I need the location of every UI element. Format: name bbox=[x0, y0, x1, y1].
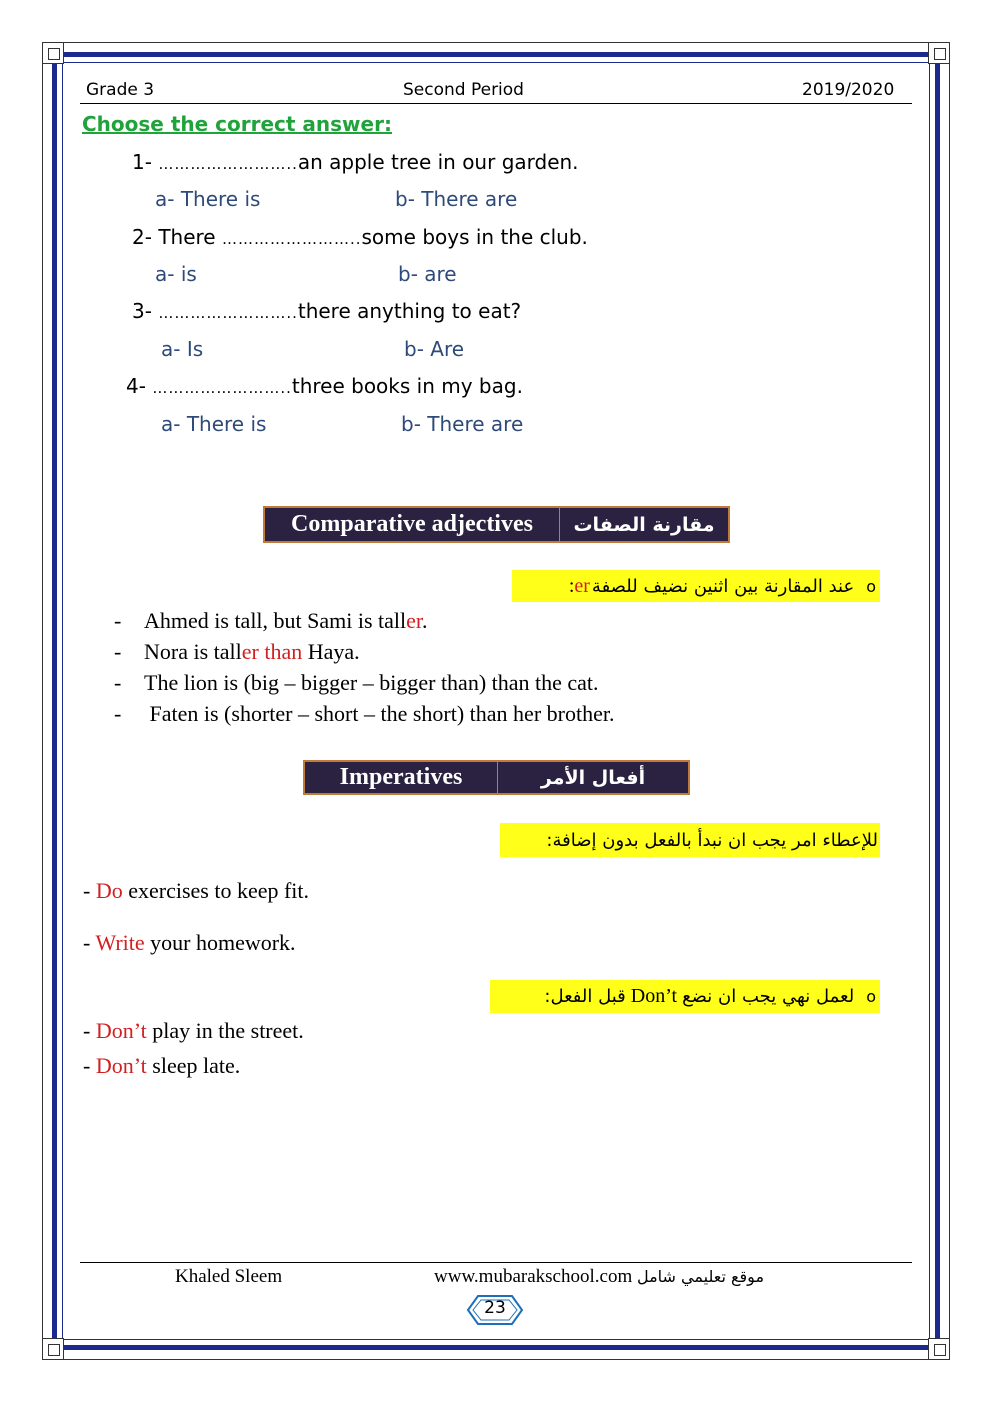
question-number: 3- bbox=[132, 299, 159, 323]
option-b: b- There are bbox=[395, 187, 518, 211]
option-a: a- is bbox=[155, 262, 197, 286]
corner-ornament-bottom-left bbox=[42, 1338, 64, 1360]
header-year: 2019/2020 bbox=[802, 80, 895, 100]
comparative-example-1: - Ahmed is tall, but Sami is taller. bbox=[114, 608, 428, 633]
question-number: 1- bbox=[132, 150, 159, 174]
comparative-example-4: - Faten is (shorter – short – the short) than her brother. bbox=[114, 701, 615, 726]
question-2 bbox=[132, 225, 588, 249]
option-b: b- Are bbox=[404, 337, 465, 361]
option-b: b- are bbox=[398, 262, 457, 286]
option-a: a- There is bbox=[155, 187, 261, 211]
imperative-example-2: - Write your homework. bbox=[83, 930, 296, 955]
list-dash: - bbox=[114, 639, 122, 664]
list-dash: - bbox=[114, 670, 122, 695]
imperative-example-3: - Don’t play in the street. bbox=[83, 1018, 304, 1043]
rule-negative-imperative bbox=[490, 980, 880, 1013]
list-dash: - bbox=[114, 608, 122, 633]
question-text: there anything to eat? bbox=[297, 299, 522, 323]
header-period: Second Period bbox=[403, 80, 524, 100]
question-text: an apple tree in our garden. bbox=[297, 150, 579, 174]
imperative-example-4: - Don’t sleep late. bbox=[83, 1053, 241, 1078]
rule-comparative bbox=[512, 570, 880, 602]
rule-text-ar-end: قبل الفعل: bbox=[544, 986, 626, 1007]
rule-imperative bbox=[500, 823, 880, 857]
footer-rule bbox=[80, 1262, 912, 1263]
bullet-icon: o bbox=[866, 987, 876, 1006]
question-text: some boys in the club. bbox=[361, 225, 588, 249]
corner-ornament-bottom-right bbox=[928, 1338, 950, 1360]
question-1 bbox=[132, 150, 579, 174]
header-rule bbox=[80, 103, 912, 104]
footer-author: Khaled Sleem bbox=[175, 1266, 283, 1287]
option-b: b- There are bbox=[401, 412, 524, 436]
rule-text-ar-start: لعمل نهي يجب ان نضع bbox=[682, 986, 855, 1007]
banner-title-ar: مقارنة الصفات bbox=[573, 513, 715, 536]
comparative-example-2: - Nora is taller than Haya. bbox=[114, 639, 360, 664]
footer-site bbox=[434, 1266, 764, 1288]
imperative-example-1: - Do exercises to keep fit. bbox=[83, 878, 310, 903]
blank-dots: …………………….. bbox=[221, 230, 362, 248]
bullet-icon: o bbox=[866, 576, 876, 596]
section-title-choose: Choose the correct answer: bbox=[82, 112, 392, 136]
blank-dots: …………………….. bbox=[158, 304, 298, 322]
rule-code: er bbox=[574, 574, 590, 597]
rule-text-ar: عند المقارنة بين اثنين نضيف للصفة bbox=[591, 575, 855, 597]
header-grade: Grade 3 bbox=[86, 80, 155, 100]
question-lead: There bbox=[158, 225, 222, 249]
blank-dots: …………………….. bbox=[152, 379, 292, 397]
option-a: a- Is bbox=[161, 337, 204, 361]
question-text: three books in my bag. bbox=[291, 374, 523, 398]
banner-title-en: Imperatives bbox=[339, 764, 463, 790]
comparative-example-3: - The lion is (big – bigger – bigger than) than the cat. bbox=[114, 670, 599, 695]
section-banner-imperatives bbox=[303, 760, 690, 795]
question-4 bbox=[126, 374, 523, 398]
footer-site-ar: موقع تعليمي شامل bbox=[636, 1267, 765, 1286]
corner-ornament-top-right bbox=[928, 42, 950, 64]
question-number: 2- bbox=[132, 225, 159, 249]
question-number: 4- bbox=[126, 374, 153, 398]
section-banner-comparative bbox=[263, 506, 730, 543]
rule-colon: : bbox=[568, 574, 575, 597]
banner-title-ar: أفعال الأمر bbox=[540, 766, 646, 789]
corner-ornament-top-left bbox=[42, 42, 64, 64]
banner-title-en: Comparative adjectives bbox=[291, 511, 533, 537]
page-number: 23 bbox=[484, 1298, 506, 1318]
option-a: a- There is bbox=[161, 412, 267, 436]
footer-site-url: www.mubarakschool.com bbox=[434, 1266, 633, 1287]
list-dash: - bbox=[114, 701, 122, 726]
blank-dots: …………………….. bbox=[158, 155, 298, 173]
question-3 bbox=[132, 299, 521, 323]
rule-code: Don’t bbox=[630, 985, 678, 1007]
rule-text-ar: للإعطاء امر يجب ان نبدأ بالفعل بدون إضافة: bbox=[546, 829, 878, 851]
